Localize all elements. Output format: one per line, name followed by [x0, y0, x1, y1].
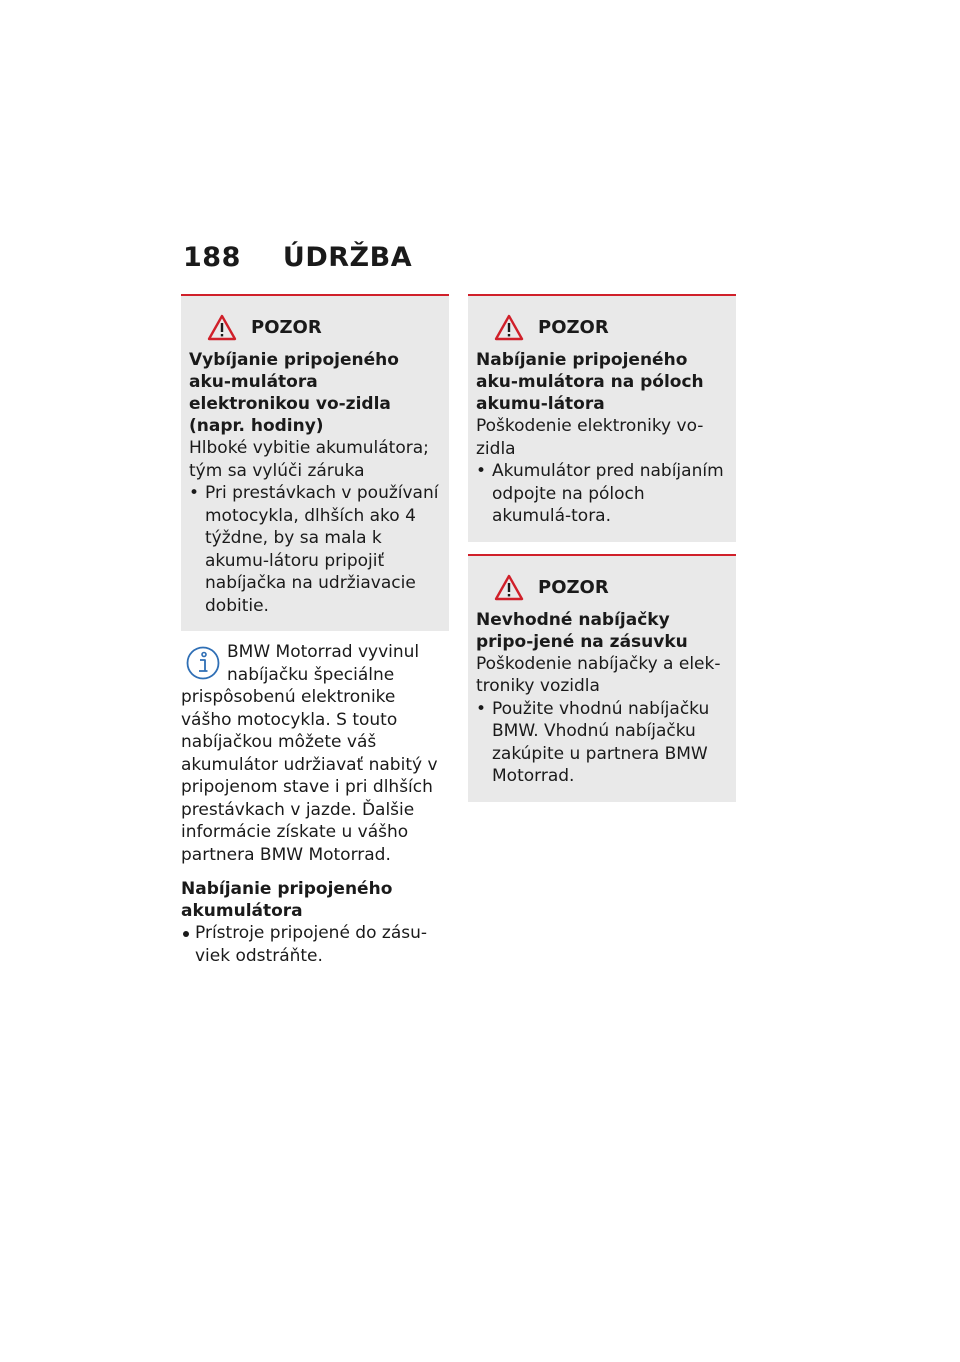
warning-header: [494, 574, 726, 601]
warning-triangle-icon: [494, 574, 524, 601]
warning-label: POZOR: [538, 317, 609, 338]
page-header: [183, 242, 412, 273]
warning-bullet: • Akumulátor pred nabíjaním odpojte na póloch akumulá-tora.: [476, 460, 726, 528]
info-text-first: BMW Motorrad vyvinul nabíjačku špeciálne: [227, 642, 420, 685]
section-title: ÚDRŽBA: [282, 242, 413, 273]
info-icon: [185, 645, 221, 681]
info-note: [181, 641, 449, 866]
warning-triangle-icon: [494, 314, 524, 341]
warning-bullet: • Pri prestávkach v používaní motocykla, dlhších ako 4 týždne, by sa mala k akumu-látoru pripojiť nabíjačka na udržiavacie dobitie.: [189, 482, 439, 617]
warning-header: [207, 314, 439, 341]
warning-description: Poškodenie elektroniky vo-zidla: [476, 416, 704, 459]
warning-description: Hlboké vybitie akumulátora; tým sa vylúči záruka: [189, 438, 429, 481]
info-text-rest: prispôsobenú elektronike vášho motocykla. S touto nabíjačkou môžete váš akumulátor udržiavať nabitý v pripojenom stave i pri dlhších prestávkach v jazde. Ďalšie informácie získate u vášho partnera BMW Motorrad.: [181, 687, 438, 865]
section-heading: Nabíjanie pripojeného akumulátora: [181, 879, 393, 921]
warning-label: POZOR: [538, 576, 609, 598]
left-column: [181, 294, 449, 967]
warning-header: [494, 314, 726, 341]
warning-title: Nabíjanie pripojeného aku-mulátora na póloch akumu-látora: [476, 350, 704, 414]
page-number: 188: [183, 242, 241, 273]
right-column: [468, 294, 736, 802]
warning-triangle-icon: [207, 314, 237, 341]
warning-box: [468, 554, 736, 802]
warning-box: [181, 294, 449, 631]
warning-title: Nevhodné nabíjačky pripo-jené na zásuvku: [476, 609, 688, 652]
warning-bullet: • Použite vhodnú nabíjačku BMW. Vhodnú nabíjačku zakúpite u partnera BMW Motorrad.: [476, 698, 726, 788]
warning-box: [468, 294, 736, 542]
warning-label: POZOR: [251, 317, 322, 338]
warning-description: Poškodenie nabíjačky a elek-troniky vozidla: [476, 653, 721, 696]
section-bullet: Prístroje pripojené do zásu-viek odstráňte.: [181, 922, 449, 967]
warning-title: Vybíjanie pripojeného aku-mulátora elektronikou vo-zidla (napr. hodiny): [189, 350, 399, 436]
